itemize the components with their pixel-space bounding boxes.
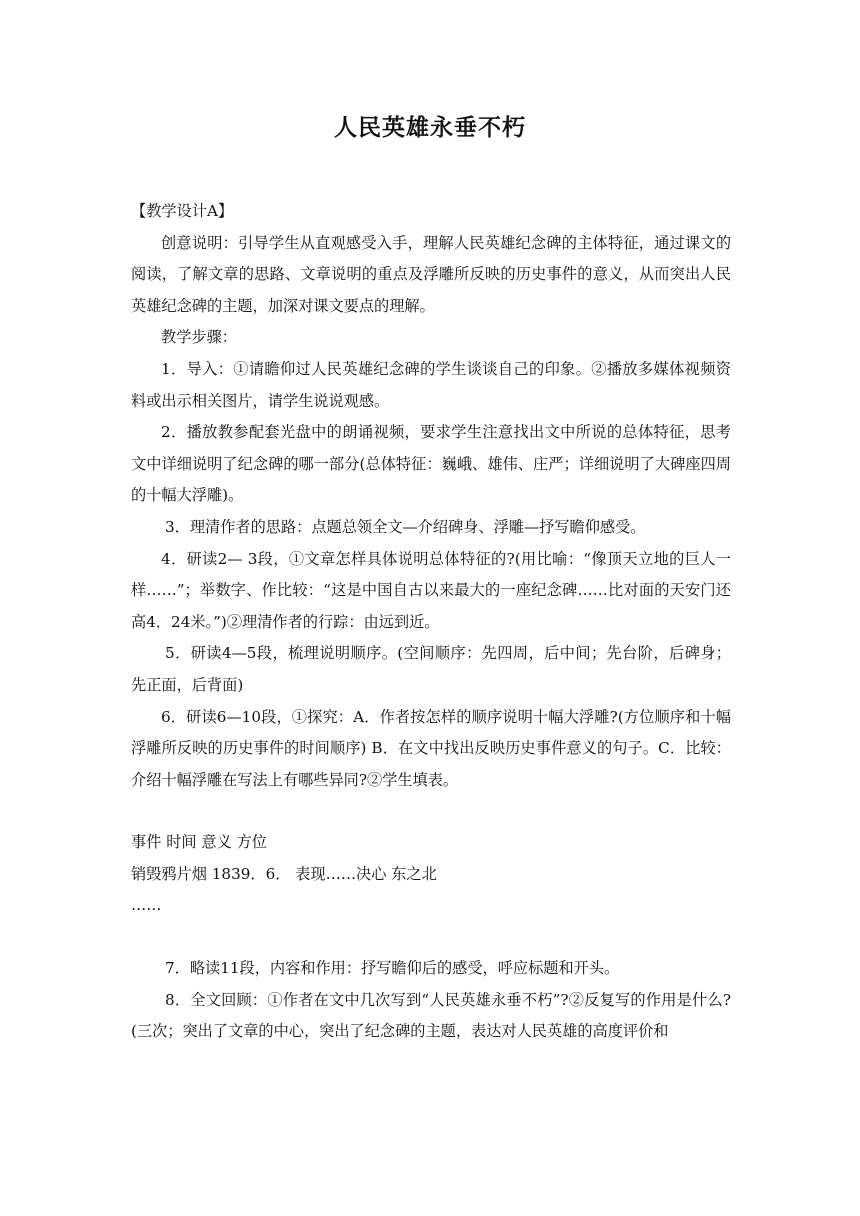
paragraph-step-7: 7．略读11段，内容和作用：抒写瞻仰后的感受，呼应标题和开头。 (165, 959, 620, 978)
paragraph-step-3: 3．理清作者的思路：点题总领全文—介绍碑身、浮雕—抒写瞻仰感受。 (165, 517, 646, 536)
spacer (131, 922, 731, 953)
table-ellipsis: …… (131, 896, 162, 915)
paragraph-step-6: 6．研读6—10段，①探究：A．作者按怎样的顺序说明十幅大浮雕?(方位顺序和十幅浮雕所反映的历史事件的时间顺序) B．在文中找出反映历史事件意义的句子。C．比较：介绍十幅浮雕在写法上有哪些异同?②学生填表。 (131, 707, 731, 789)
table-header-row: 事件 时间 意义 方位 (131, 833, 267, 852)
document-title: 人民英雄永垂不朽 (334, 115, 526, 141)
paragraph-step-1: 1．导入：①请瞻仰过人民英雄纪念碑的学生谈谈自己的印象。②播放多媒体视频资料或出示相关图片，请学生说说观感。 (131, 359, 731, 410)
spacer (131, 796, 731, 827)
paragraph-steps-heading: 教学步骤： (161, 328, 237, 347)
paragraph-step-8: 8．全文回顾：①作者在文中几次写到“人民英雄永垂不朽”?②反复写的作用是什么?(三次；突出了文章的中心，突出了纪念碑的主题，表达对人民英雄的高度评价和 (131, 990, 731, 1041)
section-label: 【教学设计A】 (131, 202, 234, 220)
paragraph-intro: 创意说明：引导学生从直观感受入手，理解人民英雄纪念碑的主体特征，通过课文的阅读，了解文章的思路、文章说明的重点及浮雕所反映的历史事件的意义，从而突出人民英雄纪念碑的主题，加深对课文要点的理解。 (131, 233, 731, 315)
paragraph-step-2: 2．播放教参配套光盘中的朗诵视频，要求学生注意找出文中所说的总体特征，思考文中详细说明了纪念碑的哪一部分(总体特征：巍峨、雄伟、庄严；详细说明了大碑座四周的十幅大浮雕)。 (131, 423, 731, 505)
document-body (131, 196, 731, 1048)
paragraph-step-4: 4．研读2— 3段，①文章怎样具体说明总体特征的?(用比喻：“像顶天立地的巨人一样……”；举数字、作比较：“这是中国自古以来最大的一座纪念碑……比对面的天安门还高4．24米。”)②理清作者的行踪：由远到近。 (131, 549, 731, 631)
paragraph-step-5: 5．研读4—5段，梳理说明顺序。(空间顺序：先四周，后中间；先台阶，后碑身；先正面，后背面) (131, 644, 731, 694)
table-row: 销毁鸦片烟 1839．6． 表现……决心 东之北 (131, 864, 437, 883)
